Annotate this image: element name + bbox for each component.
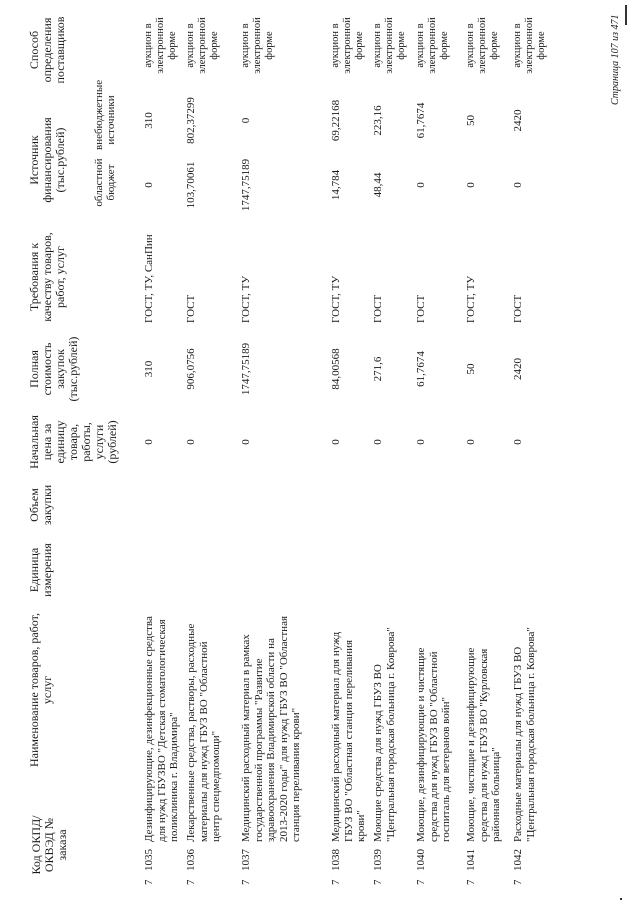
row-code: 7 <box>143 879 155 885</box>
header-source: Источник финансирования (тыс.рублей) <box>27 117 67 203</box>
row-code: 7 <box>330 879 342 885</box>
row-requirements: ГОСТ, ТУ <box>465 275 477 323</box>
row-name: Расходные материалы для нужд ГБУЗ ВО "Центральная городская больница г. Коврова" <box>512 627 537 842</box>
header-source-budget: областной бюджет <box>93 158 117 207</box>
row-method: аукцион в электронной форме <box>465 17 500 74</box>
row-name: Медицинский расходный материал в рамках государственной программы "Развитие здравоохранения Владимирской области на 2013-2020 годы" для нужд ГБУЗ ВО "Областная станция переливания крови" <box>240 615 302 842</box>
row-budget: 0 <box>415 182 427 188</box>
row-total: 50 <box>465 363 477 375</box>
row-price: 0 <box>415 439 427 445</box>
row-budget: 1747,75189 <box>240 158 252 212</box>
header-source-extra: внебюджетные источники <box>93 79 117 150</box>
row-total: 84,00568 <box>330 348 342 390</box>
row-method: аукцион в электронной форме <box>185 17 220 74</box>
header-unit: Единица измерения <box>27 543 54 597</box>
row-total: 61,7674 <box>415 351 427 387</box>
row-budget: 14,784 <box>330 169 342 201</box>
row-order: 1039 <box>372 849 384 871</box>
row-method: аукцион в электронной форме <box>143 17 178 74</box>
row-budget: 0 <box>512 182 524 188</box>
row-method: аукцион в электронной форме <box>415 17 450 74</box>
row-method: аукцион в электронной форме <box>372 17 407 74</box>
row-method: аукцион в электронной форме <box>330 17 365 74</box>
row-extra: 61,7674 <box>415 102 427 139</box>
row-price: 0 <box>143 439 155 445</box>
row-extra: 69,22168 <box>330 99 342 142</box>
header-name: Наименование товаров, работ, услуг <box>27 613 54 767</box>
row-code: 7 <box>512 879 524 885</box>
row-price: 0 <box>512 439 524 445</box>
row-price: 0 <box>185 439 197 445</box>
row-requirements: ГОСТ <box>512 294 524 323</box>
row-total: 271,6 <box>372 356 384 382</box>
row-price: 0 <box>240 439 252 445</box>
row-method: аукцион в электронной форме <box>512 17 547 74</box>
row-requirements: ГОСТ <box>185 294 197 323</box>
row-requirements: ГОСТ, ТУ <box>330 275 342 323</box>
header-price: Начальная цена за единицу товара, работы, услуги (рублей) <box>27 415 119 469</box>
header-method: Способ определения поставщиков <box>27 16 67 84</box>
row-total: 906,0756 <box>185 348 197 390</box>
row-total: 2420 <box>512 358 524 380</box>
row-order: 1036 <box>185 849 197 871</box>
header-code: Код ОКПД/ ОКВЭД № заказа <box>29 815 69 875</box>
row-order: 1040 <box>415 849 427 871</box>
row-order: 1037 <box>240 849 252 871</box>
row-order: 1041 <box>465 849 477 871</box>
row-order: 1042 <box>512 849 524 871</box>
row-total: 1747,75189 <box>240 342 252 396</box>
row-code: 7 <box>240 879 252 885</box>
page-number: Страница 107 из 471 <box>610 14 621 105</box>
scan-mark <box>625 5 627 25</box>
row-code: 7 <box>185 879 197 885</box>
row-order: 1038 <box>330 849 342 871</box>
row-extra: 50 <box>465 115 477 126</box>
row-extra: 2420 <box>512 109 524 132</box>
row-method: аукцион в электронной форме <box>240 17 275 74</box>
row-budget: 48,44 <box>372 172 384 198</box>
row-name: Моющие, дезинфицирующие и чистящие средства для нужд ГБУЗ ВО "Областной госпиталь для ветеранов войн" <box>415 647 452 842</box>
row-code: 7 <box>415 879 427 885</box>
row-requirements: ГОСТ, ТУ <box>240 275 252 323</box>
row-name: Лекарственные средства, растворы, расходные материалы для нужд ГБУЗ ВО "Областной центр спецмедпомощи" <box>185 623 222 842</box>
row-price: 0 <box>465 439 477 445</box>
row-name: Моющие, чистящие и дезинфицирующие средства для нужд ГБУЗ ВО "Курловская районная больница" <box>465 647 502 842</box>
row-order: 1035 <box>143 849 155 871</box>
header-volume: Объем закупки <box>27 484 54 526</box>
scan-dot <box>620 898 622 900</box>
row-budget: 0 <box>465 182 477 188</box>
row-total: 310 <box>143 360 155 378</box>
row-budget: 0 <box>143 182 155 188</box>
header-total: Полная стоимость закупок (тыс.рублей) <box>27 336 80 402</box>
row-code: 7 <box>465 879 477 885</box>
row-price: 0 <box>372 439 384 445</box>
row-extra: 0 <box>240 117 252 124</box>
row-name: Моющие средства для нужд ГБУЗ ВО "Центральная городская больница г. Коврова" <box>372 627 397 842</box>
row-extra: 802,37299 <box>185 97 197 144</box>
row-price: 0 <box>330 439 342 445</box>
row-name: Медицинский расходный материал для нужд ГБУЗ ВО "Областная станция переливания крови" <box>330 631 367 842</box>
row-requirements: ГОСТ <box>415 294 427 323</box>
header-requirements: Требования к качеству товаров, работ, услуг <box>27 232 67 322</box>
row-extra: 223,16 <box>372 105 384 136</box>
row-name: Дезинфицирующие, дезинфекционные средства для нужд ГБУЗВО "Детская стоматологическая поликлиника г. Владимира" <box>143 616 180 842</box>
row-code: 7 <box>372 879 384 885</box>
row-requirements: ГОСТ, ТУ, СанПин <box>143 234 155 323</box>
row-budget: 103,70061 <box>185 161 197 209</box>
row-extra: 310 <box>143 112 155 129</box>
row-requirements: ГОСТ <box>372 294 384 323</box>
